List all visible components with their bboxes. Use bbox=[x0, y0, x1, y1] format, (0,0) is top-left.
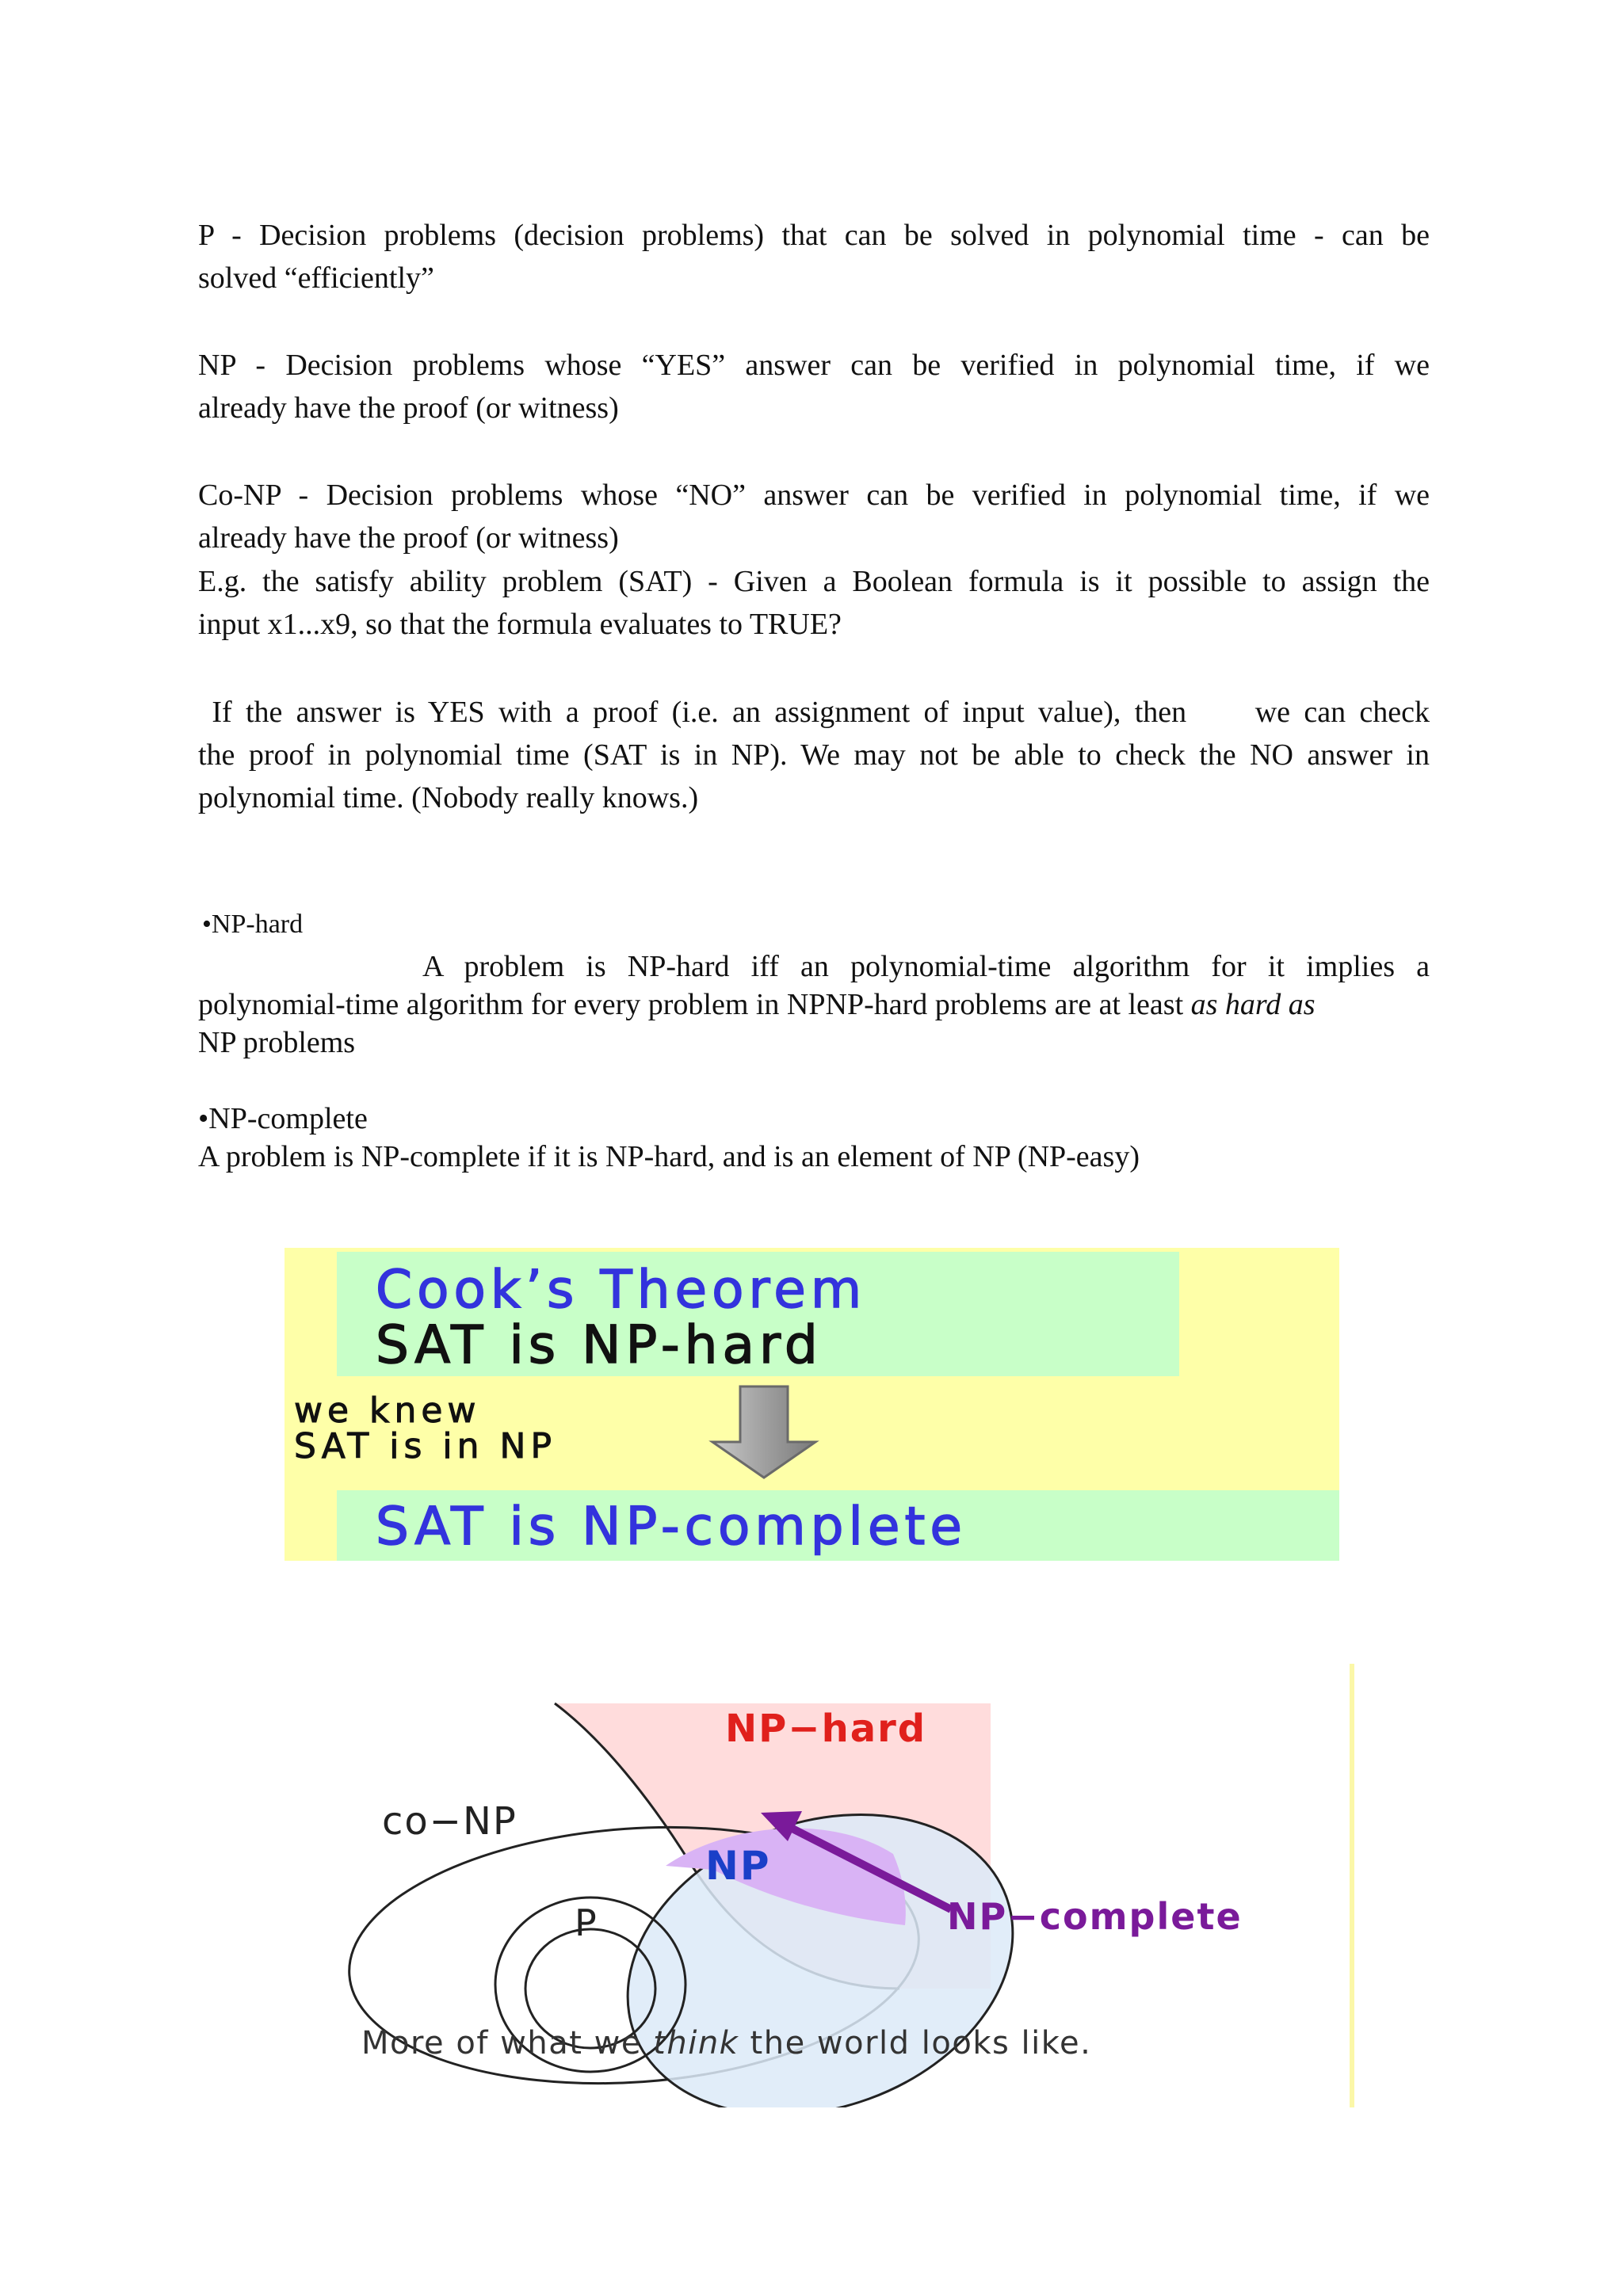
sat-example bbox=[198, 560, 1430, 646]
conp-definition-line-1: Co-NP - Decision problems whose “NO” answer can be verified in polynomial time, if we bbox=[198, 479, 1430, 512]
np-hard-bullet: •NP-hard bbox=[202, 910, 304, 939]
sat-note bbox=[198, 691, 1430, 819]
cook-theorem-title: Cook’s Theorem bbox=[376, 1259, 867, 1320]
np-definition-line-1: NP - Decision problems whose “YES” answer can be verified in polynomial time, if we bbox=[198, 349, 1430, 382]
co-np-label: co−NP bbox=[382, 1799, 517, 1844]
np-hard-line-2 bbox=[198, 986, 1430, 1024]
p-definition-line-1: P - Decision problems (decision problems) that can be solved in polynomial time - can be bbox=[198, 219, 1430, 252]
complexity-venn-diagram bbox=[317, 1664, 1363, 2107]
sat-note-line-1: If the answer is YES with a proof (i.e. an assignment of input value), then we can check bbox=[198, 696, 1430, 729]
p-label: P bbox=[575, 1901, 597, 1944]
np-hard-definition bbox=[198, 948, 1430, 1062]
caption-start: More of what we bbox=[361, 2025, 654, 2061]
sat-note-line-3: polynomial time. (Nobody really knows.) bbox=[198, 781, 699, 814]
np-definition-line-2: already have the proof (or witness) bbox=[198, 391, 619, 425]
p-definition bbox=[198, 214, 1430, 299]
down-arrow-icon bbox=[705, 1383, 823, 1482]
np-complete-bullet: •NP-complete bbox=[198, 1102, 368, 1135]
sat-note-line-2: the proof in polynomial time (SAT is in NP). We may not be able to check the NO answer in bbox=[198, 738, 1430, 772]
figure-edge bbox=[1350, 1664, 1354, 2107]
sat-in-np-text: SAT is in NP bbox=[294, 1426, 556, 1466]
we-knew-text: we knew bbox=[294, 1390, 481, 1431]
np-hard-label: NP−hard bbox=[725, 1707, 927, 1751]
sat-example-line-2: input x1...x9, so that the formula evaluates to TRUE? bbox=[198, 608, 842, 641]
caption-emphasis: think bbox=[653, 2025, 739, 2061]
np-hard-line-3: NP problems bbox=[198, 1026, 356, 1059]
conp-definition bbox=[198, 474, 1430, 559]
venn-caption bbox=[361, 2025, 1091, 2061]
cook-theorem-figure bbox=[285, 1248, 1339, 1561]
sat-example-line-1: E.g. the satisfy ability problem (SAT) - Given a Boolean formula is it possible to assign the bbox=[198, 565, 1430, 598]
np-definition bbox=[198, 344, 1430, 429]
sat-np-complete-conclusion: SAT is NP-complete bbox=[376, 1496, 967, 1557]
sat-np-hard-statement: SAT is NP-hard bbox=[376, 1314, 823, 1375]
np-label: NP bbox=[705, 1843, 771, 1889]
np-complete-definition: A problem is NP-complete if it is NP-hard, and is an element of NP (NP-easy) bbox=[198, 1140, 1140, 1173]
np-complete-label: NP−complete bbox=[947, 1895, 1243, 1938]
np-hard-emphasis: as hard as bbox=[1190, 988, 1316, 1021]
caption-end: the world looks like. bbox=[739, 2025, 1092, 2061]
conp-definition-line-2: already have the proof (or witness) bbox=[198, 521, 619, 555]
np-hard-line-1: A problem is NP-hard iff an polynomial-time algorithm for it implies a bbox=[422, 950, 1430, 983]
np-hard-line-2-text: polynomial-time algorithm for every problem in NPNP-hard problems are at least bbox=[198, 988, 1191, 1021]
p-definition-line-2: solved “efficiently” bbox=[198, 261, 434, 295]
